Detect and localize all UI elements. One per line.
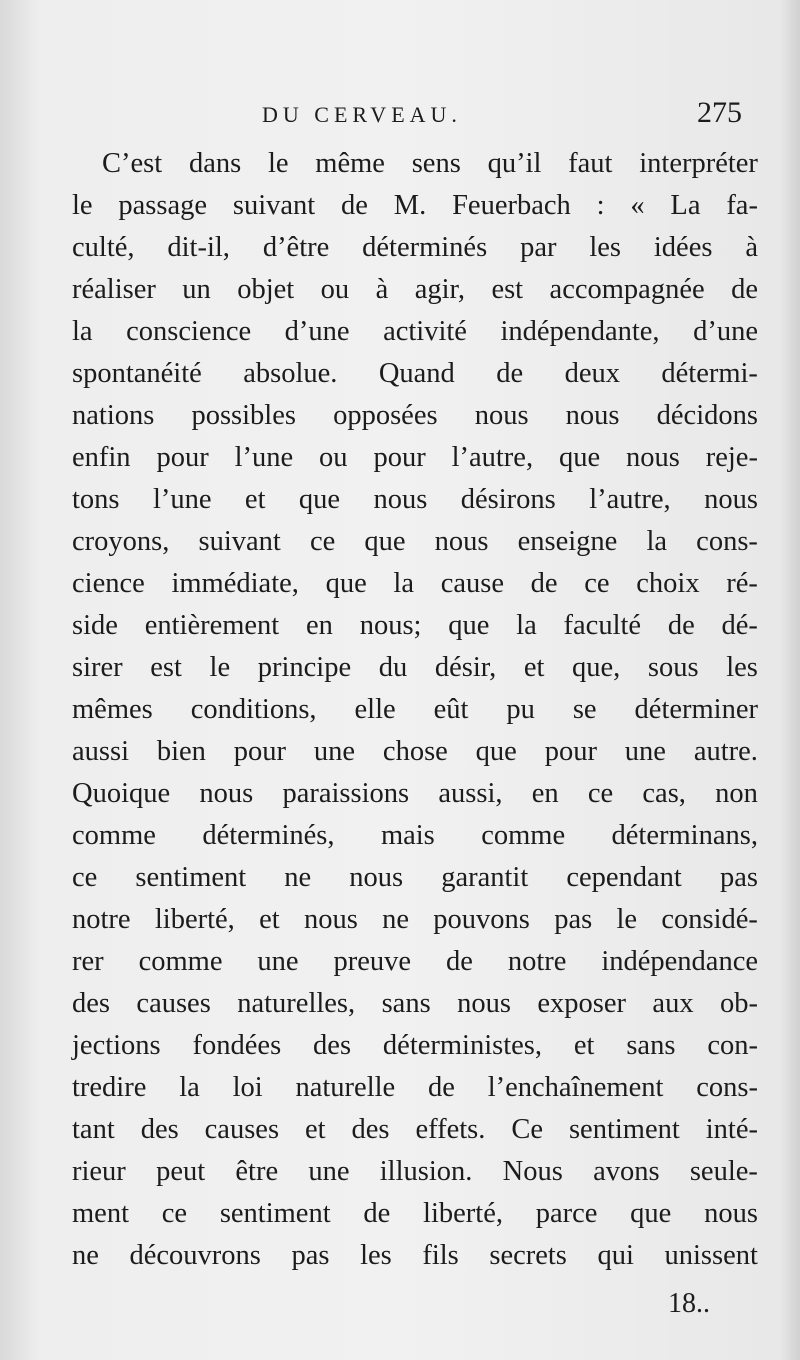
text-line: sirer est le principe du désir, et que, sous les: [72, 652, 758, 683]
text-line: nations possibles opposées nous nous décidons: [72, 400, 758, 431]
text-line: croyons, suivant ce que nous enseigne la cons-: [72, 526, 758, 557]
text-line: side entièrement en nous; que la faculté de dé-: [72, 610, 758, 641]
text-line: mêmes conditions, elle eût pu se déterminer: [72, 694, 758, 725]
text-line: notre liberté, et nous ne pouvons pas le considé-: [72, 904, 758, 935]
text-line: la conscience d’une activité indépendante, d’une: [72, 316, 758, 347]
text-line: comme déterminés, mais comme déterminans,: [72, 820, 758, 851]
text-line: ment ce sentiment de liberté, parce que nous: [72, 1198, 758, 1229]
text-line: C’est dans le même sens qu’il faut interpréter: [102, 148, 758, 179]
text-line: ne découvrons pas les fils secrets qui unissent: [72, 1240, 758, 1271]
text-line: le passage suivant de M. Feuerbach : « La fa-: [72, 190, 758, 221]
text-line: cience immédiate, que la cause de ce choix ré-: [72, 568, 758, 599]
text-line: aussi bien pour une chose que pour une autre.: [72, 736, 758, 767]
text-line: tons l’une et que nous désirons l’autre, nous: [72, 484, 758, 515]
text-line: ce sentiment ne nous garantit cependant pas: [72, 862, 758, 893]
text-line: culté, dit-il, d’être déterminés par les idées à: [72, 232, 758, 263]
page-number: 275: [697, 96, 742, 129]
text-line: rieur peut être une illusion. Nous avons seule-: [72, 1156, 758, 1187]
text-line: réaliser un objet ou à agir, est accompagnée de: [72, 274, 758, 305]
text-line: spontanéité absolue. Quand de deux détermi-: [72, 358, 758, 389]
text-line: tredire la loi naturelle de l’enchaînement cons-: [72, 1072, 758, 1103]
page-header: [72, 96, 742, 136]
text-line: des causes naturelles, sans nous exposer aux ob-: [72, 988, 758, 1019]
text-line: enfin pour l’une ou pour l’autre, que nous reje-: [72, 442, 758, 473]
text-line: jections fondées des déterministes, et sans con-: [72, 1030, 758, 1061]
text-line: rer comme une preuve de notre indépendance: [72, 946, 758, 977]
catchword: 18..: [668, 1288, 710, 1319]
running-head: DU CERVEAU.: [262, 102, 462, 127]
body-text: [72, 143, 758, 1277]
text-line: Quoique nous paraissions aussi, en ce cas, non: [72, 778, 758, 809]
text-line: tant des causes et des effets. Ce sentiment inté-: [72, 1114, 758, 1145]
